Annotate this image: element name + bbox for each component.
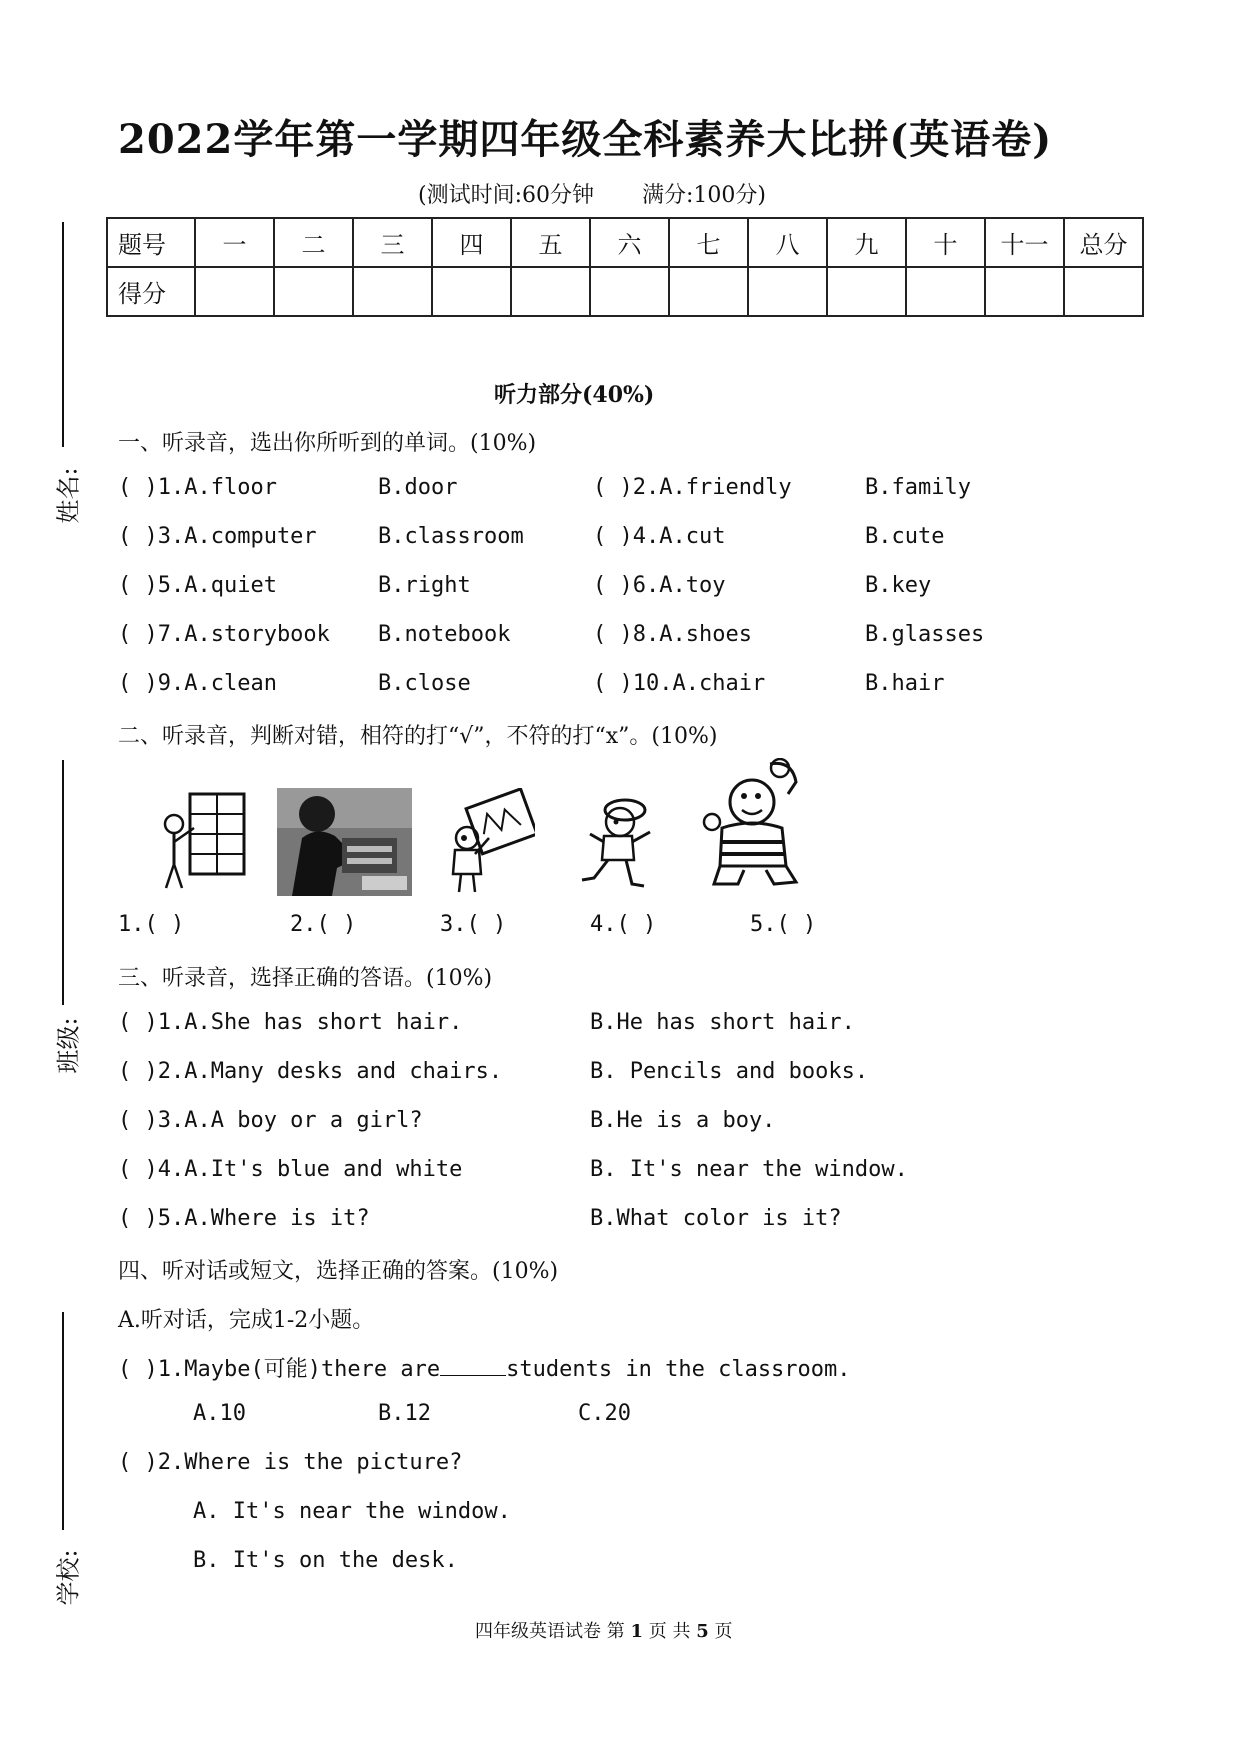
footer-text: 页	[714, 1621, 733, 1642]
listening-section-title: 听力部分(40%)	[494, 382, 655, 408]
score-row-label: 得分	[107, 267, 195, 316]
answer-blank[interactable]	[440, 1375, 506, 1376]
school-line[interactable]	[62, 1312, 64, 1530]
footer-total-pages: 5	[696, 1621, 709, 1642]
class-label: 班级:	[54, 1017, 83, 1074]
question-a: ( )4.A.It's blue and white	[118, 1157, 463, 1182]
score-input-cell[interactable]	[195, 267, 274, 316]
score-cell: 题号	[107, 218, 195, 267]
option-b: B.classroom	[378, 524, 524, 549]
question-text: students in the classroom.	[506, 1357, 851, 1382]
full-score: 满分:100分)	[642, 183, 766, 208]
question-a: ( )3.A.computer	[118, 524, 317, 549]
footer-text: 四年级英语试卷 第	[475, 1621, 625, 1642]
score-cell: 四	[432, 218, 511, 267]
option-b: B.12	[378, 1401, 431, 1426]
score-input-cell[interactable]	[1064, 267, 1143, 316]
part4-question-2: ( )2.Where is the picture?	[118, 1450, 463, 1475]
part3-heading: 三、听录音，选择正确的答语。(10%)	[118, 966, 493, 991]
page-footer	[475, 1617, 732, 1643]
picture-answer-4[interactable]: 4.( )	[590, 912, 657, 937]
picture-answer-1[interactable]: 1.( )	[118, 912, 185, 937]
score-input-cell[interactable]	[590, 267, 669, 316]
option-b: B.right	[378, 573, 471, 598]
footer-page-number: 1	[630, 1621, 643, 1642]
score-cell: 十	[906, 218, 985, 267]
score-cell: 六	[590, 218, 669, 267]
option-b: B.What color is it?	[590, 1206, 842, 1231]
footer-text: 页 共	[648, 1621, 691, 1642]
name-label: 姓名:	[54, 467, 83, 524]
option-b: B.cute	[865, 524, 945, 549]
question-a: ( )4.A.cut	[593, 524, 726, 549]
option-b: B.He has short hair.	[590, 1010, 855, 1035]
score-table-score-row	[107, 267, 1143, 316]
score-cell: 二	[274, 218, 353, 267]
option-a: A.10	[193, 1401, 246, 1426]
option-b: B.close	[378, 671, 471, 696]
option-a: A. It's near the window.	[193, 1499, 511, 1524]
score-input-cell[interactable]	[827, 267, 906, 316]
option-b: B.key	[865, 573, 932, 598]
score-cell: 五	[511, 218, 590, 267]
score-table	[106, 217, 1144, 317]
score-input-cell[interactable]	[669, 267, 748, 316]
score-cell: 十一	[985, 218, 1064, 267]
option-b: B. Pencils and books.	[590, 1059, 869, 1084]
score-cell: 一	[195, 218, 274, 267]
picture-answer-5[interactable]: 5.( )	[750, 912, 817, 937]
part2-heading: 二、听录音，判断对错，相符的打“√”，不符的打“x”。(10%)	[118, 724, 718, 749]
score-cell: 九	[827, 218, 906, 267]
question-a: ( )10.A.chair	[593, 671, 766, 696]
window-boy-picture	[150, 788, 250, 896]
score-input-cell[interactable]	[274, 267, 353, 316]
exam-time: (测试时间:60分钟	[418, 183, 594, 208]
school-label: 学校:	[54, 1549, 83, 1606]
option-c: C.20	[578, 1401, 631, 1426]
score-input-cell[interactable]	[432, 267, 511, 316]
score-input-cell[interactable]	[906, 267, 985, 316]
score-input-cell[interactable]	[985, 267, 1064, 316]
question-a: ( )2.A.Many desks and chairs.	[118, 1059, 503, 1084]
question-text: ( )1.Maybe(可能)there are	[118, 1357, 441, 1382]
score-table-header-row	[107, 218, 1143, 267]
part4-heading: 四、听对话或短文，选择正确的答案。(10%)	[118, 1259, 559, 1284]
option-b: B.hair	[865, 671, 945, 696]
photo-person-picture	[277, 788, 412, 896]
question-a: ( )1.A.floor	[118, 475, 277, 500]
option-b: B.glasses	[865, 622, 985, 647]
picture-answer-3[interactable]: 3.( )	[440, 912, 507, 937]
score-input-cell[interactable]	[511, 267, 590, 316]
part4-question-1	[118, 1352, 851, 1383]
score-cell: 八	[748, 218, 827, 267]
score-cell: 七	[669, 218, 748, 267]
class-line[interactable]	[62, 760, 64, 1005]
question-a: ( )2.A.friendly	[593, 475, 792, 500]
question-a: ( )9.A.clean	[118, 671, 277, 696]
running-boy-picture	[570, 788, 660, 896]
score-input-cell[interactable]	[353, 267, 432, 316]
option-b: B.He is a boy.	[590, 1108, 776, 1133]
strong-boy-picture	[700, 758, 825, 893]
question-a: ( )8.A.shoes	[593, 622, 752, 647]
picture-answer-2[interactable]: 2.( )	[290, 912, 357, 937]
question-a: ( )6.A.toy	[593, 573, 726, 598]
option-b: B.door	[378, 475, 458, 500]
blackboard-cleaning-picture	[445, 788, 535, 896]
part4-sub-a: A.听对话，完成1-2小题。	[118, 1308, 375, 1333]
option-b: B. It's near the window.	[590, 1157, 908, 1182]
name-line[interactable]	[62, 222, 64, 447]
question-a: ( )5.A.Where is it?	[118, 1206, 370, 1231]
part1-heading: 一、听录音，选出你所听到的单词。(10%)	[118, 431, 537, 456]
question-a: ( )7.A.storybook	[118, 622, 330, 647]
option-b: B. It's on the desk.	[193, 1548, 458, 1573]
score-cell: 总分	[1064, 218, 1143, 267]
score-cell: 三	[353, 218, 432, 267]
question-a: ( )3.A.A boy or a girl?	[118, 1108, 423, 1133]
page-title: 2022学年第一学期四年级全科素养大比拼(英语卷)	[118, 116, 1053, 163]
exam-info	[418, 178, 766, 209]
option-b: B.family	[865, 475, 971, 500]
question-a: ( )1.A.She has short hair.	[118, 1010, 463, 1035]
score-input-cell[interactable]	[748, 267, 827, 316]
option-b: B.notebook	[378, 622, 511, 647]
question-a: ( )5.A.quiet	[118, 573, 277, 598]
